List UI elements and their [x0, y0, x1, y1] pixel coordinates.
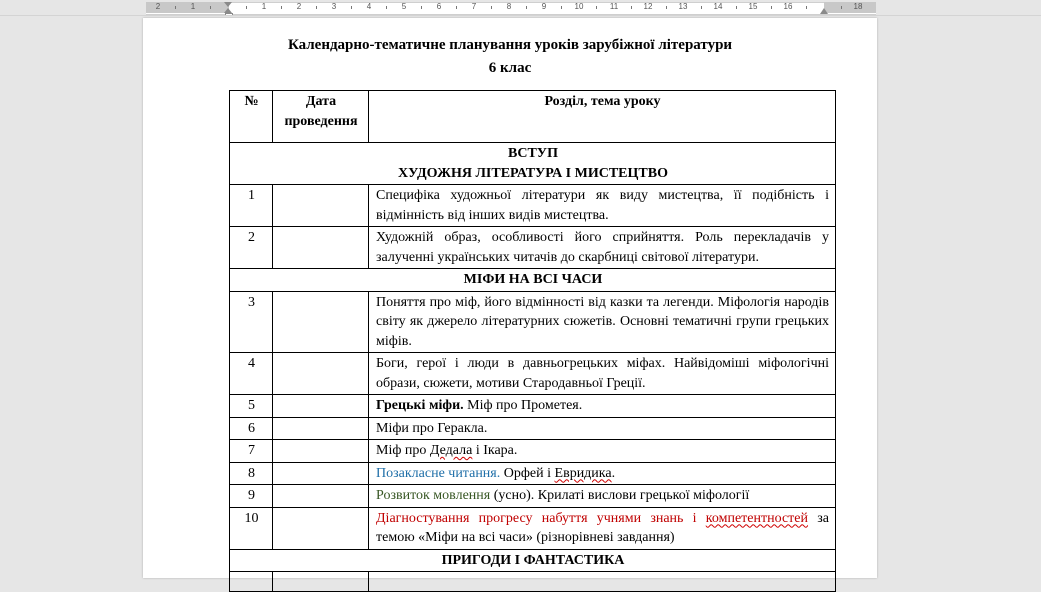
lesson-topic: [369, 462, 836, 485]
ruler-label: 11: [609, 2, 619, 11]
table-row: [230, 462, 836, 485]
ruler-label: 7: [471, 2, 477, 11]
ruler-tick: [491, 6, 492, 9]
ruler-tick: [421, 6, 422, 9]
ruler-label: 3: [331, 2, 337, 11]
lesson-topic-text: Орфей і: [500, 465, 555, 481]
lesson-topic: [369, 395, 836, 418]
header-topic: Розділ, тема уроку: [369, 91, 836, 143]
ruler-tick: [526, 6, 527, 9]
extracurricular-reading-label: Позакласне читання.: [376, 465, 501, 481]
header-number: №: [230, 91, 273, 143]
ruler-label: 13: [678, 2, 688, 11]
lesson-date[interactable]: [273, 507, 369, 549]
spellcheck-flagged-word[interactable]: компетентностей: [705, 510, 809, 526]
lesson-number: 6: [230, 417, 273, 440]
section-row: [230, 143, 836, 185]
horizontal-ruler[interactable]: [0, 0, 1041, 16]
ruler-tick: [806, 6, 807, 9]
lesson-date[interactable]: [273, 353, 369, 395]
lesson-date[interactable]: [273, 417, 369, 440]
ruler-label: 18: [853, 2, 863, 11]
table-row: [230, 440, 836, 463]
section-title: ВСТУП: [508, 146, 558, 161]
lesson-topic: Художній образ, особливості його сприйняття. Роль перекладачів у залученні українських читачів до скарбниці світової літератури.: [369, 227, 836, 269]
first-line-indent-marker[interactable]: [224, 2, 232, 7]
ruler-tick: [771, 6, 772, 9]
lesson-number: 2: [230, 227, 273, 269]
table-row: [230, 291, 836, 353]
document-subtitle-grade: 6 клас: [488, 60, 532, 76]
ruler-tick: [596, 6, 597, 9]
ruler-tick: [456, 6, 457, 9]
right-indent-marker[interactable]: [820, 8, 828, 14]
lesson-topic: Міфи про Геракла.: [369, 417, 836, 440]
lesson-topic: [369, 572, 836, 592]
lesson-number: 8: [230, 462, 273, 485]
lesson-date[interactable]: [273, 227, 369, 269]
lesson-date[interactable]: [273, 462, 369, 485]
speech-development-label: Розвиток мовлення: [376, 488, 491, 503]
ruler-label: 1: [190, 2, 196, 11]
lesson-topic-text: Міф про: [376, 443, 430, 458]
ruler-tick: [386, 6, 387, 9]
lesson-topic: [369, 440, 836, 463]
lesson-date[interactable]: [273, 395, 369, 418]
table-row: [230, 485, 836, 508]
lesson-date[interactable]: [273, 485, 369, 508]
ruler-label: 9: [541, 2, 547, 11]
ruler-tick: [561, 6, 562, 9]
table-row: [230, 185, 836, 227]
section-myths: МІФИ НА ВСІ ЧАСИ: [230, 269, 836, 292]
ruler-tick: [316, 6, 317, 9]
lesson-topic-text: і Ікара.: [472, 443, 518, 458]
ruler-tick: [351, 6, 352, 9]
table-header-row: [230, 91, 836, 143]
lesson-date[interactable]: [273, 572, 369, 592]
lesson-date[interactable]: [273, 440, 369, 463]
ruler-tick: [631, 6, 632, 9]
ruler-tick: [246, 6, 247, 9]
ruler-label: 15: [748, 2, 758, 11]
ruler-tick: [736, 6, 737, 9]
ruler-tick: [281, 6, 282, 9]
ruler-right-margin: [824, 2, 876, 13]
lesson-number: 7: [230, 440, 273, 463]
ruler-label: 14: [713, 2, 723, 11]
ruler-label: 4: [366, 2, 372, 11]
section-intro: [230, 143, 836, 185]
lesson-number: 9: [230, 485, 273, 508]
ruler-label: 10: [574, 2, 584, 11]
ruler-tick: [175, 6, 176, 9]
section-title: ХУДОЖНЯ ЛІТЕРАТУРА І МИСТЕЦТВО: [398, 165, 668, 181]
lesson-number: 3: [230, 291, 273, 353]
table-row: [230, 353, 836, 395]
ruler-tick: [841, 6, 842, 9]
ruler-tick: [210, 6, 211, 9]
lesson-topic: [369, 507, 836, 549]
lesson-date[interactable]: [273, 185, 369, 227]
lesson-number: 10: [230, 507, 273, 549]
ruler-label: 5: [401, 2, 407, 11]
ruler-label: 16: [783, 2, 793, 11]
ruler-tick: [701, 6, 702, 9]
lesson-topic-bold: Грецькі міфи.: [376, 398, 464, 413]
lesson-number: 4: [230, 353, 273, 395]
document-page[interactable]: [143, 18, 877, 578]
table-row: [230, 227, 836, 269]
ruler-tick: [666, 6, 667, 9]
lesson-topic-text: за темою «Міфи на всі часи» (різнорівневі завдання): [376, 510, 829, 545]
lesson-date[interactable]: [273, 291, 369, 353]
ruler-label: 12: [643, 2, 653, 11]
header-date: Дата проведення: [273, 91, 369, 143]
table-row: [230, 572, 836, 592]
diagnostics-label: Діагностування прогресу набуття учнями знань і: [376, 510, 706, 526]
ruler-label: 2: [155, 2, 161, 11]
spellcheck-flagged-word[interactable]: Евридика: [554, 465, 612, 481]
lesson-topic: Специфіка художньої літератури як виду мистецтва, її подібність і відмінність від інших видів мистецтва.: [369, 185, 836, 227]
document-title: Календарно-тематичне планування уроків зарубіжної літератури: [287, 37, 733, 53]
section-row: [230, 269, 836, 292]
ruler-label: 8: [506, 2, 512, 11]
lesson-topic-text: Міф про Прометея.: [463, 398, 583, 413]
left-indent-marker[interactable]: [225, 13, 233, 16]
ruler-label: 2: [296, 2, 302, 11]
lesson-number: 5: [230, 395, 273, 418]
table-row: [230, 417, 836, 440]
lesson-topic: Поняття про міф, його відмінності від казки та легенди. Міфологія народів світу як джерело літературних сюжетів. Основні тематичні групи грецьких міфів.: [369, 291, 836, 353]
ruler-label: 6: [436, 2, 442, 11]
lesson-topic-text: .: [611, 465, 616, 481]
table-row: [230, 507, 836, 549]
ruler-label: 1: [261, 2, 267, 11]
lesson-topic-text: (усно). Крилаті вислови грецької міфології: [490, 488, 750, 503]
lesson-topic: [369, 485, 836, 508]
lesson-topic: Боги, герої і люди в давньогрецьких міфах. Найвідоміші міфологічні образи, сюжети, мотиви Стародавньої Греції.: [369, 353, 836, 395]
table-row: [230, 395, 836, 418]
lesson-number: 1: [230, 185, 273, 227]
lesson-plan-table[interactable]: [229, 90, 836, 592]
section-adventures: ПРИГОДИ І ФАНТАСТИКА: [230, 549, 836, 572]
spellcheck-flagged-word[interactable]: Дедала: [429, 443, 473, 458]
section-row: [230, 549, 836, 572]
lesson-number: [230, 572, 273, 592]
